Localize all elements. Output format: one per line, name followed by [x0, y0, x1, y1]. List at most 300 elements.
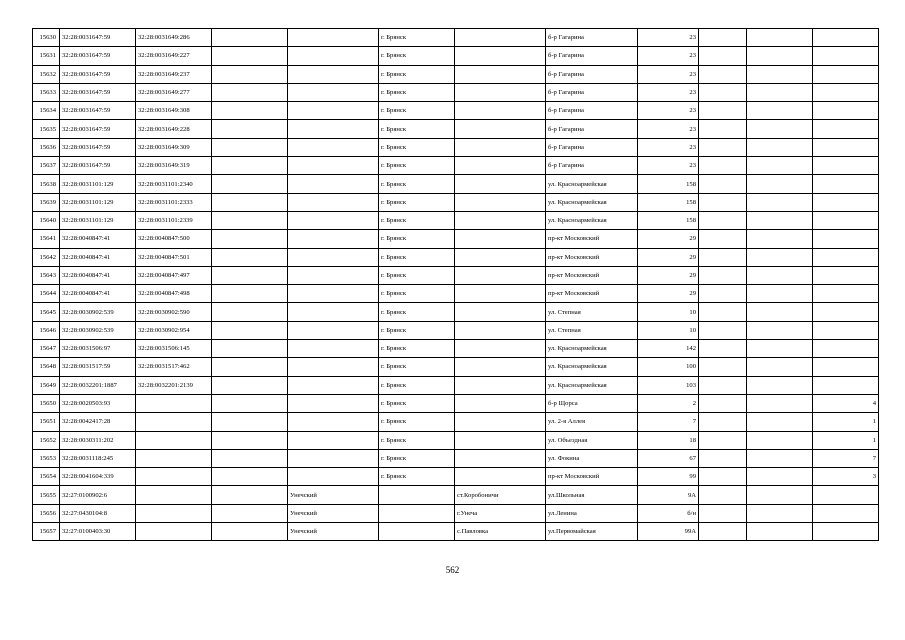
row-number-cell: 15642 — [33, 248, 60, 266]
row-number-cell: 15635 — [33, 120, 60, 138]
district-cell — [288, 340, 379, 358]
extra-value-cell — [813, 504, 879, 522]
object-cadastral-number-cell: 32:28:0040847:500 — [136, 230, 212, 248]
city-cell: г. Брянск — [379, 230, 455, 248]
object-cadastral-number-cell: 32:28:0040847:501 — [136, 248, 212, 266]
city-cell — [379, 486, 455, 504]
empty-cell — [212, 431, 288, 449]
district-cell — [288, 157, 379, 175]
empty-cell — [747, 120, 813, 138]
empty-cell — [699, 29, 747, 47]
district-cell — [288, 468, 379, 486]
row-number-cell: 15654 — [33, 468, 60, 486]
empty-cell — [212, 230, 288, 248]
empty-cell — [699, 230, 747, 248]
house-number-cell: 9А — [638, 486, 699, 504]
extra-value-cell — [813, 486, 879, 504]
house-number-cell: 10 — [638, 303, 699, 321]
table-row — [33, 449, 879, 467]
street-cell: б-р Гагарина — [546, 83, 638, 101]
table-row — [33, 358, 879, 376]
district-cell — [288, 193, 379, 211]
district-cell — [288, 266, 379, 284]
empty-cell — [747, 266, 813, 284]
house-number-cell: 67 — [638, 449, 699, 467]
house-number-cell: 29 — [638, 230, 699, 248]
cadastral-number-cell: 32:28:0031118:245 — [60, 449, 136, 467]
extra-value-cell: 4 — [813, 394, 879, 412]
object-cadastral-number-cell: 32:28:0031101:2340 — [136, 175, 212, 193]
house-number-cell: 7 — [638, 413, 699, 431]
house-number-cell: 23 — [638, 83, 699, 101]
object-cadastral-number-cell — [136, 486, 212, 504]
object-cadastral-number-cell: 32:28:0031506:145 — [136, 340, 212, 358]
city-cell: г. Брянск — [379, 449, 455, 467]
house-number-cell: 18 — [638, 431, 699, 449]
empty-cell — [699, 157, 747, 175]
street-cell: б-р Гагарина — [546, 157, 638, 175]
settlement-cell — [455, 65, 546, 83]
table-row — [33, 138, 879, 156]
cadastral-number-cell: 32:28:0031647:59 — [60, 102, 136, 120]
cadastral-number-cell: 32:28:0030902:539 — [60, 303, 136, 321]
settlement-cell — [455, 83, 546, 101]
table-row — [33, 266, 879, 284]
empty-cell — [212, 303, 288, 321]
city-cell: г. Брянск — [379, 193, 455, 211]
row-number-cell: 15657 — [33, 523, 60, 541]
empty-cell — [212, 523, 288, 541]
empty-cell — [747, 504, 813, 522]
city-cell: г. Брянск — [379, 211, 455, 229]
empty-cell — [747, 230, 813, 248]
street-cell: ул. Фокина — [546, 449, 638, 467]
extra-value-cell — [813, 376, 879, 394]
empty-cell — [212, 248, 288, 266]
cadastral-number-cell: 32:28:0040847:41 — [60, 230, 136, 248]
object-cadastral-number-cell: 32:28:0031101:2339 — [136, 211, 212, 229]
empty-cell — [212, 449, 288, 467]
empty-cell — [699, 340, 747, 358]
empty-cell — [699, 523, 747, 541]
street-cell: ул. Степная — [546, 303, 638, 321]
row-number-cell: 15632 — [33, 65, 60, 83]
street-cell: ул.Ленина — [546, 504, 638, 522]
empty-cell — [212, 376, 288, 394]
object-cadastral-number-cell: 32:28:0031649:228 — [136, 120, 212, 138]
empty-cell — [747, 358, 813, 376]
city-cell: г. Брянск — [379, 303, 455, 321]
settlement-cell — [455, 102, 546, 120]
row-number-cell: 15656 — [33, 504, 60, 522]
table-row — [33, 504, 879, 522]
settlement-cell — [455, 29, 546, 47]
district-cell — [288, 138, 379, 156]
extra-value-cell — [813, 285, 879, 303]
cadastral-number-cell: 32:28:0040847:41 — [60, 285, 136, 303]
row-number-cell: 15634 — [33, 102, 60, 120]
settlement-cell — [455, 376, 546, 394]
extra-value-cell — [813, 102, 879, 120]
table-row — [33, 230, 879, 248]
empty-cell — [699, 449, 747, 467]
district-cell — [288, 230, 379, 248]
house-number-cell: 158 — [638, 175, 699, 193]
empty-cell — [747, 486, 813, 504]
object-cadastral-number-cell: 32:28:0030902:954 — [136, 321, 212, 339]
street-cell: ул. Красноармейская — [546, 358, 638, 376]
district-cell — [288, 65, 379, 83]
row-number-cell: 15644 — [33, 285, 60, 303]
empty-cell — [212, 102, 288, 120]
district-cell — [288, 321, 379, 339]
house-number-cell: 23 — [638, 29, 699, 47]
city-cell: г. Брянск — [379, 47, 455, 65]
extra-value-cell — [813, 248, 879, 266]
object-cadastral-number-cell: 32:28:0031649:308 — [136, 102, 212, 120]
table-row — [33, 486, 879, 504]
object-cadastral-number-cell: 32:28:0031517:462 — [136, 358, 212, 376]
empty-cell — [699, 394, 747, 412]
empty-cell — [747, 449, 813, 467]
district-cell — [288, 394, 379, 412]
empty-cell — [699, 266, 747, 284]
city-cell: г. Брянск — [379, 358, 455, 376]
empty-cell — [212, 321, 288, 339]
empty-cell — [747, 376, 813, 394]
cadastral-number-cell: 32:28:0031647:59 — [60, 120, 136, 138]
cadastral-number-cell: 32:27:0100902:6 — [60, 486, 136, 504]
street-cell: пр-кт Московский — [546, 285, 638, 303]
street-cell: б-р Гагарина — [546, 138, 638, 156]
row-number-cell: 15630 — [33, 29, 60, 47]
table-row — [33, 468, 879, 486]
settlement-cell — [455, 157, 546, 175]
settlement-cell — [455, 248, 546, 266]
extra-value-cell — [813, 358, 879, 376]
extra-value-cell — [813, 266, 879, 284]
extra-value-cell — [813, 138, 879, 156]
settlement-cell — [455, 468, 546, 486]
registry-table — [32, 28, 879, 541]
street-cell: ул.Школьная — [546, 486, 638, 504]
empty-cell — [699, 358, 747, 376]
object-cadastral-number-cell — [136, 468, 212, 486]
settlement-cell — [455, 230, 546, 248]
extra-value-cell: 7 — [813, 449, 879, 467]
row-number-cell: 15647 — [33, 340, 60, 358]
city-cell: г. Брянск — [379, 431, 455, 449]
settlement-cell — [455, 47, 546, 65]
object-cadastral-number-cell: 32:28:0031649:286 — [136, 29, 212, 47]
empty-cell — [747, 65, 813, 83]
object-cadastral-number-cell — [136, 431, 212, 449]
house-number-cell: 23 — [638, 157, 699, 175]
empty-cell — [212, 157, 288, 175]
district-cell — [288, 285, 379, 303]
cadastral-number-cell: 32:28:0031647:59 — [60, 83, 136, 101]
house-number-cell: 158 — [638, 193, 699, 211]
city-cell: г. Брянск — [379, 468, 455, 486]
house-number-cell: 10 — [638, 321, 699, 339]
object-cadastral-number-cell: 32:28:0030902:590 — [136, 303, 212, 321]
settlement-cell — [455, 321, 546, 339]
row-number-cell: 15636 — [33, 138, 60, 156]
table-row — [33, 83, 879, 101]
extra-value-cell — [813, 157, 879, 175]
row-number-cell: 15640 — [33, 211, 60, 229]
empty-cell — [699, 47, 747, 65]
settlement-cell — [455, 358, 546, 376]
cadastral-number-cell: 32:28:0031647:59 — [60, 157, 136, 175]
empty-cell — [699, 248, 747, 266]
table-row — [33, 65, 879, 83]
street-cell: ул. Объездная — [546, 431, 638, 449]
cadastral-number-cell: 32:28:0031506:97 — [60, 340, 136, 358]
cadastral-number-cell: 32:28:0031647:59 — [60, 138, 136, 156]
extra-value-cell — [813, 211, 879, 229]
street-cell: ул. Красноармейская — [546, 175, 638, 193]
city-cell — [379, 523, 455, 541]
object-cadastral-number-cell: 32:28:0031101:2333 — [136, 193, 212, 211]
district-cell — [288, 120, 379, 138]
empty-cell — [699, 376, 747, 394]
object-cadastral-number-cell — [136, 413, 212, 431]
row-number-cell: 15646 — [33, 321, 60, 339]
city-cell: г. Брянск — [379, 413, 455, 431]
object-cadastral-number-cell: 32:28:0031649:309 — [136, 138, 212, 156]
district-cell — [288, 431, 379, 449]
district-cell: Унечский — [288, 523, 379, 541]
house-number-cell: 23 — [638, 47, 699, 65]
empty-cell — [212, 486, 288, 504]
city-cell: г. Брянск — [379, 65, 455, 83]
cadastral-number-cell: 32:28:0041604:339 — [60, 468, 136, 486]
empty-cell — [699, 138, 747, 156]
city-cell: г. Брянск — [379, 175, 455, 193]
house-number-cell: 142 — [638, 340, 699, 358]
empty-cell — [212, 65, 288, 83]
street-cell: б-р Щорса — [546, 394, 638, 412]
extra-value-cell — [813, 83, 879, 101]
row-number-cell: 15638 — [33, 175, 60, 193]
table-row — [33, 523, 879, 541]
row-number-cell: 15633 — [33, 83, 60, 101]
table-row — [33, 248, 879, 266]
district-cell — [288, 376, 379, 394]
house-number-cell: 23 — [638, 65, 699, 83]
empty-cell — [212, 504, 288, 522]
row-number-cell: 15645 — [33, 303, 60, 321]
empty-cell — [699, 303, 747, 321]
empty-cell — [699, 468, 747, 486]
table-row — [33, 285, 879, 303]
table-row — [33, 120, 879, 138]
empty-cell — [699, 321, 747, 339]
city-cell: г. Брянск — [379, 157, 455, 175]
street-cell: б-р Гагарина — [546, 29, 638, 47]
empty-cell — [747, 413, 813, 431]
settlement-cell — [455, 431, 546, 449]
empty-cell — [747, 211, 813, 229]
empty-cell — [747, 157, 813, 175]
table-row — [33, 340, 879, 358]
district-cell — [288, 248, 379, 266]
house-number-cell: б/н — [638, 504, 699, 522]
empty-cell — [747, 193, 813, 211]
settlement-cell: ст.Коробоничи — [455, 486, 546, 504]
cadastral-number-cell: 32:28:0031647:59 — [60, 65, 136, 83]
object-cadastral-number-cell: 32:28:0031649:227 — [136, 47, 212, 65]
empty-cell — [699, 193, 747, 211]
empty-cell — [747, 285, 813, 303]
row-number-cell: 15631 — [33, 47, 60, 65]
house-number-cell: 99 — [638, 468, 699, 486]
empty-cell — [699, 120, 747, 138]
settlement-cell — [455, 285, 546, 303]
table-row — [33, 394, 879, 412]
table-row — [33, 321, 879, 339]
row-number-cell: 15651 — [33, 413, 60, 431]
empty-cell — [747, 431, 813, 449]
extra-value-cell — [813, 65, 879, 83]
empty-cell — [212, 211, 288, 229]
cadastral-number-cell: 32:28:0030311:202 — [60, 431, 136, 449]
registry-table-container — [32, 28, 878, 541]
street-cell: ул. Красноармейская — [546, 376, 638, 394]
house-number-cell: 23 — [638, 102, 699, 120]
table-row — [33, 29, 879, 47]
empty-cell — [212, 358, 288, 376]
extra-value-cell: 3 — [813, 468, 879, 486]
empty-cell — [699, 175, 747, 193]
settlement-cell — [455, 303, 546, 321]
empty-cell — [747, 83, 813, 101]
city-cell: г. Брянск — [379, 321, 455, 339]
district-cell — [288, 303, 379, 321]
cadastral-number-cell: 32:28:0031101:129 — [60, 175, 136, 193]
extra-value-cell — [813, 175, 879, 193]
empty-cell — [212, 340, 288, 358]
settlement-cell — [455, 394, 546, 412]
house-number-cell: 100 — [638, 358, 699, 376]
city-cell: г. Брянск — [379, 138, 455, 156]
extra-value-cell — [813, 303, 879, 321]
cadastral-number-cell: 32:28:0031101:129 — [60, 193, 136, 211]
district-cell — [288, 175, 379, 193]
street-cell: б-р Гагарина — [546, 120, 638, 138]
extra-value-cell — [813, 340, 879, 358]
settlement-cell — [455, 449, 546, 467]
street-cell: ул. Степная — [546, 321, 638, 339]
city-cell: г. Брянск — [379, 394, 455, 412]
cadastral-number-cell: 32:28:0031647:59 — [60, 29, 136, 47]
city-cell: г. Брянск — [379, 266, 455, 284]
empty-cell — [212, 83, 288, 101]
street-cell: ул. Красноармейская — [546, 340, 638, 358]
empty-cell — [212, 120, 288, 138]
empty-cell — [747, 138, 813, 156]
district-cell — [288, 29, 379, 47]
row-number-cell: 15649 — [33, 376, 60, 394]
street-cell: ул. Красноармейская — [546, 211, 638, 229]
city-cell: г. Брянск — [379, 340, 455, 358]
street-cell: пр-кт Московский — [546, 248, 638, 266]
row-number-cell: 15643 — [33, 266, 60, 284]
cadastral-number-cell: 32:28:0031101:129 — [60, 211, 136, 229]
object-cadastral-number-cell: 32:28:0032201:2139 — [136, 376, 212, 394]
empty-cell — [212, 266, 288, 284]
table-row — [33, 413, 879, 431]
row-number-cell: 15655 — [33, 486, 60, 504]
empty-cell — [747, 29, 813, 47]
city-cell: г. Брянск — [379, 285, 455, 303]
house-number-cell: 23 — [638, 138, 699, 156]
empty-cell — [747, 340, 813, 358]
empty-cell — [747, 321, 813, 339]
row-number-cell: 15637 — [33, 157, 60, 175]
settlement-cell — [455, 211, 546, 229]
district-cell: Унечский — [288, 486, 379, 504]
object-cadastral-number-cell — [136, 449, 212, 467]
cadastral-number-cell: 32:27:0430104:8 — [60, 504, 136, 522]
empty-cell — [212, 175, 288, 193]
empty-cell — [699, 211, 747, 229]
cadastral-number-cell: 32:28:0031517:59 — [60, 358, 136, 376]
district-cell: Унечский — [288, 504, 379, 522]
empty-cell — [212, 394, 288, 412]
street-cell: пр-кт Московский — [546, 468, 638, 486]
city-cell: г. Брянск — [379, 102, 455, 120]
empty-cell — [747, 47, 813, 65]
empty-cell — [212, 413, 288, 431]
extra-value-cell — [813, 193, 879, 211]
page-number: 562 — [445, 565, 460, 575]
object-cadastral-number-cell: 32:28:0031649:319 — [136, 157, 212, 175]
object-cadastral-number-cell — [136, 504, 212, 522]
empty-cell — [699, 504, 747, 522]
row-number-cell: 15650 — [33, 394, 60, 412]
empty-cell — [747, 248, 813, 266]
house-number-cell: 29 — [638, 248, 699, 266]
settlement-cell — [455, 175, 546, 193]
settlement-cell — [455, 413, 546, 431]
street-cell: б-р Гагарина — [546, 47, 638, 65]
cadastral-number-cell: 32:28:0031647:59 — [60, 47, 136, 65]
table-row — [33, 431, 879, 449]
street-cell: ул.Первомайская — [546, 523, 638, 541]
empty-cell — [212, 285, 288, 303]
city-cell: г. Брянск — [379, 29, 455, 47]
empty-cell — [212, 47, 288, 65]
cadastral-number-cell: 32:28:0040847:41 — [60, 248, 136, 266]
house-number-cell: 23 — [638, 120, 699, 138]
street-cell: ул. Красноармейская — [546, 193, 638, 211]
row-number-cell: 15653 — [33, 449, 60, 467]
table-body — [33, 29, 879, 541]
table-row — [33, 193, 879, 211]
table-row — [33, 157, 879, 175]
row-number-cell: 15641 — [33, 230, 60, 248]
house-number-cell: 99А — [638, 523, 699, 541]
cadastral-number-cell: 32:28:0032201:1887 — [60, 376, 136, 394]
settlement-cell — [455, 120, 546, 138]
extra-value-cell — [813, 321, 879, 339]
cadastral-number-cell: 32:28:0030902:539 — [60, 321, 136, 339]
street-cell: б-р Гагарина — [546, 65, 638, 83]
street-cell: б-р Гагарина — [546, 102, 638, 120]
cadastral-number-cell: 32:28:0040847:41 — [60, 266, 136, 284]
